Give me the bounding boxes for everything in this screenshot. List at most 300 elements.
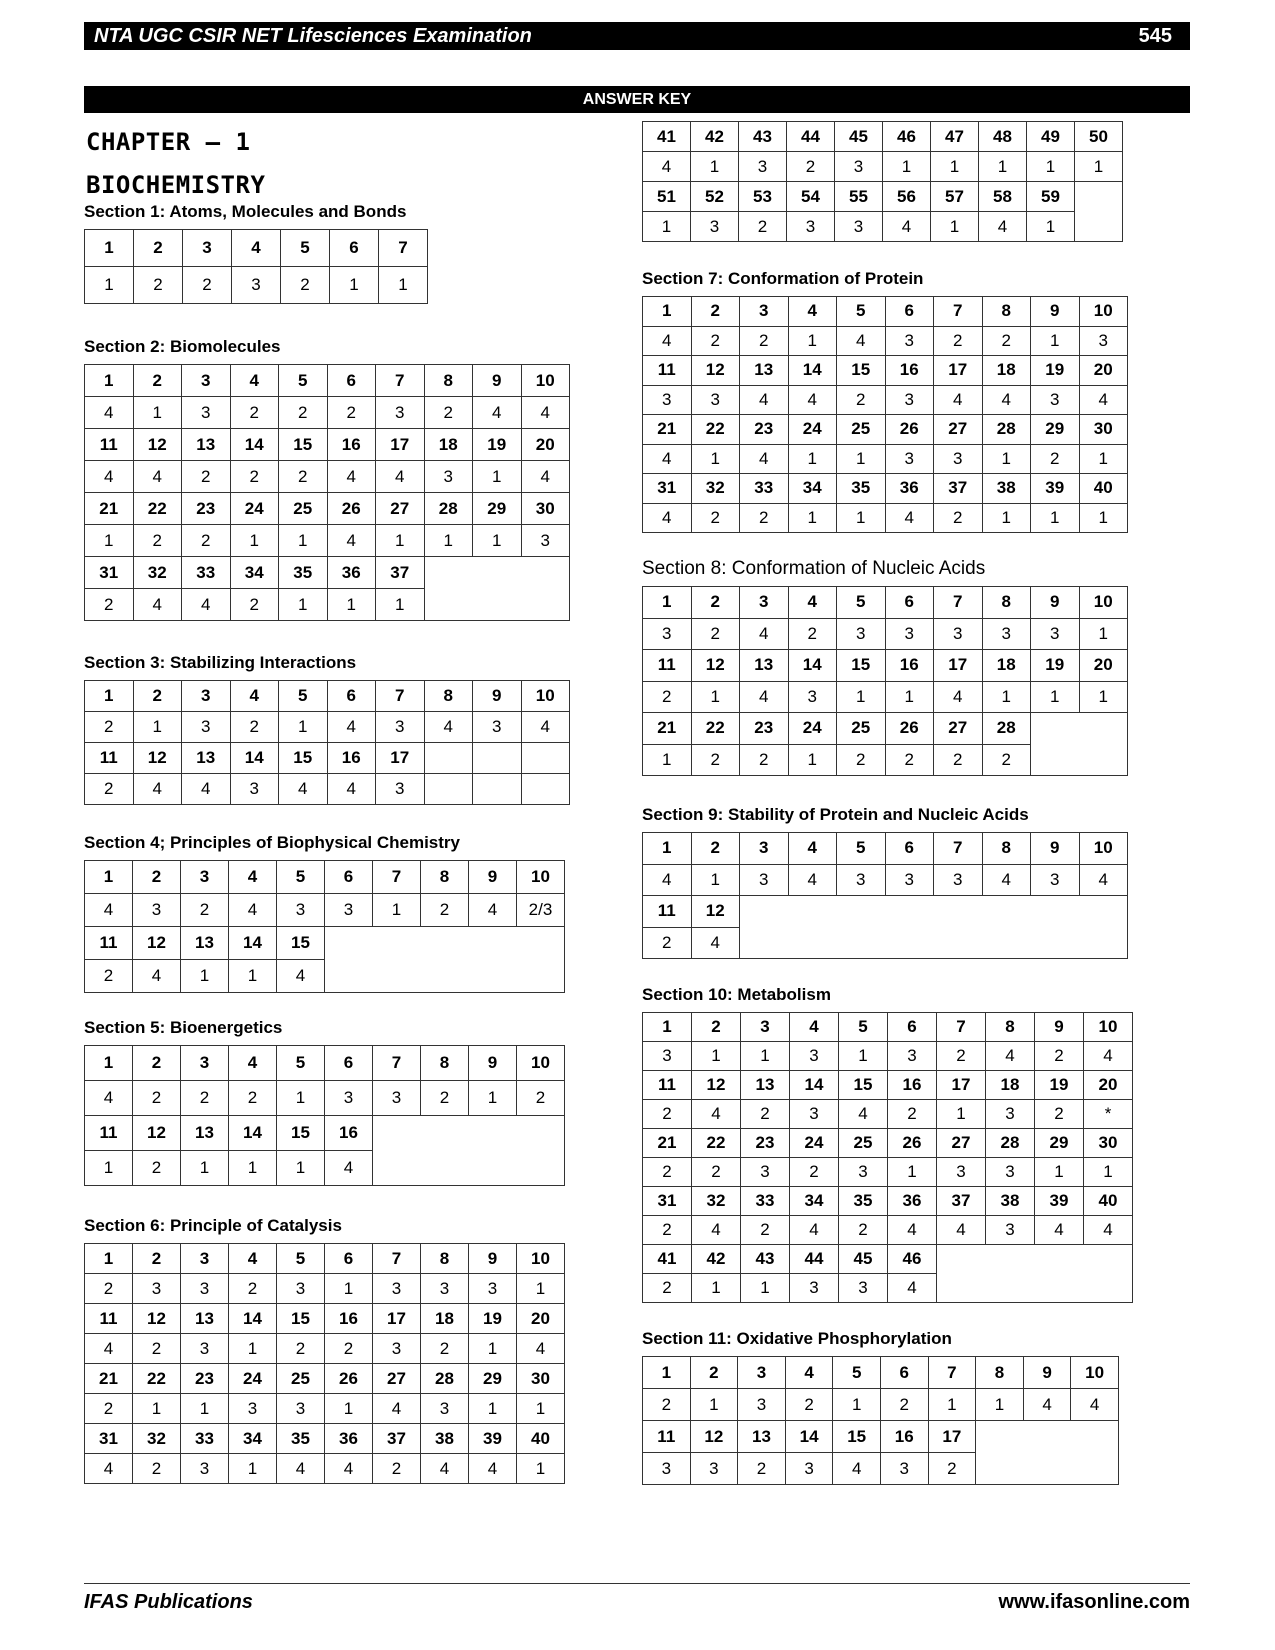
question-number-row: [85, 557, 570, 589]
answer-cell: 2: [277, 1334, 325, 1364]
answer-cell: 4: [277, 960, 325, 993]
answer-cell: 2: [739, 212, 787, 242]
question-number-cell: 48: [979, 122, 1027, 152]
footer-publisher: IFAS Publications: [84, 1591, 253, 1613]
question-number-cell: 27: [937, 1129, 986, 1158]
section-title: Section 2: Biomolecules: [84, 337, 281, 356]
question-number-cell: 3: [738, 1357, 786, 1389]
question-number-cell: 15: [837, 650, 886, 682]
question-number-cell: 10: [521, 365, 570, 397]
question-number-cell: 1: [85, 365, 134, 397]
question-number-cell: 22: [133, 493, 182, 525]
question-number-cell: 11: [643, 1421, 691, 1453]
answer-cell: 1: [833, 1389, 881, 1421]
answer-cell: 1: [931, 152, 979, 182]
question-number-cell: 4: [229, 861, 277, 894]
question-number-cell: 12: [691, 356, 740, 386]
answer-cell: 4: [691, 927, 740, 959]
answer-cell: 3: [790, 1274, 839, 1303]
question-number-row: [85, 493, 570, 525]
answer-row: [643, 1216, 1133, 1245]
question-number-cell: 43: [741, 1245, 790, 1274]
question-number-row: [85, 230, 428, 267]
question-number-row: [85, 1364, 565, 1394]
question-number-cell: 3: [740, 833, 789, 865]
answer-cell: 4: [1079, 864, 1128, 896]
answer-cell: 2: [181, 1081, 229, 1116]
answer-cell: 1: [931, 212, 979, 242]
answer-cell: 1: [279, 712, 328, 743]
answer-cell: 2: [691, 503, 740, 533]
answer-cell: 2: [279, 397, 328, 429]
question-number-row: [643, 474, 1128, 504]
answer-cell: 3: [133, 1274, 181, 1304]
answer-row: [643, 864, 1128, 896]
answer-cell: 3: [740, 864, 789, 896]
question-number-cell: 7: [937, 1013, 986, 1042]
question-number-cell: 25: [837, 713, 886, 745]
answer-row: [85, 1454, 565, 1484]
answer-cell: 1: [133, 712, 182, 743]
answer-cell: 4: [982, 385, 1031, 415]
answer-cell: 3: [839, 1274, 888, 1303]
answer-cell: 4: [133, 960, 181, 993]
answer-cell: 2: [741, 1216, 790, 1245]
answer-cell: 4: [424, 712, 473, 743]
answer-cell: 3: [373, 1081, 421, 1116]
question-number-cell: 2: [133, 1244, 181, 1274]
answer-cell: 1: [424, 525, 473, 557]
answer-key-banner: ANSWER KEY: [84, 86, 1190, 113]
question-number-cell: 38: [421, 1424, 469, 1454]
question-number-cell: 23: [740, 713, 789, 745]
question-number-cell: 9: [1031, 833, 1080, 865]
answer-cell: 3: [1031, 864, 1080, 896]
answer-cell: 4: [376, 461, 425, 493]
question-number-cell: 1: [85, 681, 134, 712]
question-number-cell: 44: [787, 122, 835, 152]
question-number-cell: 40: [1084, 1187, 1133, 1216]
answer-cell: 4: [888, 1216, 937, 1245]
answer-cell: 2: [788, 618, 837, 650]
question-number-row: [85, 1244, 565, 1274]
answer-cell: 2: [85, 960, 133, 993]
question-number-cell: 13: [181, 927, 229, 960]
answer-cell: 1: [325, 1274, 373, 1304]
answer-table: [642, 121, 1123, 242]
section-title: Section 7: Conformation of Protein: [642, 269, 924, 288]
answer-cell: *: [1084, 1100, 1133, 1129]
answer-cell: 1: [741, 1042, 790, 1071]
question-number-cell: 19: [1035, 1071, 1084, 1100]
answer-row: [643, 1389, 1119, 1421]
answer-cell: 3: [739, 152, 787, 182]
answer-cell: 1: [330, 267, 379, 304]
answer-cell: 4: [85, 1334, 133, 1364]
answer-cell: 4: [740, 618, 789, 650]
question-number-cell: 32: [692, 1187, 741, 1216]
question-number-cell: 12: [133, 743, 182, 774]
question-number-row: [643, 1357, 1119, 1389]
answer-cell: 3: [473, 712, 522, 743]
question-number-cell: 8: [986, 1013, 1035, 1042]
question-number-cell: 26: [888, 1129, 937, 1158]
answer-cell: 2: [885, 744, 934, 776]
question-number-cell: 9: [469, 1046, 517, 1081]
question-number-cell: 6: [325, 1046, 373, 1081]
question-number-cell: 39: [1031, 474, 1080, 504]
answer-cell: 2: [740, 503, 789, 533]
question-number-cell: 26: [885, 713, 934, 745]
answer-cell: 2: [85, 774, 134, 805]
answer-table: [642, 1356, 1119, 1485]
answer-cell: 2: [738, 1453, 786, 1485]
question-number-cell: 14: [790, 1071, 839, 1100]
answer-cell: 4: [692, 1100, 741, 1129]
question-number-cell: 10: [517, 1244, 565, 1274]
answer-cell: 2: [643, 1158, 692, 1187]
answer-cell: 2: [1031, 444, 1080, 474]
question-number-cell: 20: [1084, 1071, 1133, 1100]
answer-cell: 2: [325, 1334, 373, 1364]
question-number-cell: 21: [85, 493, 134, 525]
question-number-cell: 18: [982, 356, 1031, 386]
answer-cell: 4: [473, 397, 522, 429]
answer-cell: 1: [788, 444, 837, 474]
question-number-cell: 4: [790, 1013, 839, 1042]
answer-cell: 2: [740, 326, 789, 356]
question-number-cell: 55: [835, 182, 883, 212]
question-number-cell: 8: [424, 365, 473, 397]
answer-cell: 4: [182, 774, 231, 805]
question-number-cell: 30: [517, 1364, 565, 1394]
question-number-cell: 10: [1079, 833, 1128, 865]
question-number-cell: 28: [982, 415, 1031, 445]
question-number-cell: 45: [839, 1245, 888, 1274]
question-number-cell: 15: [277, 1116, 325, 1151]
answer-cell: 3: [181, 1274, 229, 1304]
question-number-cell: 14: [230, 429, 279, 461]
question-number-cell: 7: [934, 587, 983, 619]
question-number-cell: 20: [521, 429, 570, 461]
answer-cell: 1: [788, 503, 837, 533]
question-number-cell: 4: [229, 1244, 277, 1274]
answer-cell: 1: [469, 1081, 517, 1116]
question-number-cell: 1: [85, 230, 134, 267]
question-number-cell: 36: [888, 1187, 937, 1216]
question-number-cell: 23: [181, 1364, 229, 1394]
question-number-cell: 16: [880, 1421, 928, 1453]
answer-cell: 2: [182, 525, 231, 557]
question-number-cell: 28: [982, 713, 1031, 745]
answer-cell: 1: [473, 461, 522, 493]
answer-cell: 1: [1079, 681, 1128, 713]
answer-row: [643, 1042, 1133, 1071]
answer-cell: 4: [986, 1042, 1035, 1071]
answer-cell: 2: [85, 712, 134, 743]
question-number-cell: 32: [133, 1424, 181, 1454]
question-number-cell: 27: [376, 493, 425, 525]
answer-cell: 1: [643, 212, 691, 242]
question-number-cell: 26: [327, 493, 376, 525]
answer-row: [85, 1274, 565, 1304]
question-number-cell: 58: [979, 182, 1027, 212]
answer-cell: 2: [517, 1081, 565, 1116]
question-number-cell: 5: [277, 1046, 325, 1081]
empty-cell: [976, 1421, 1119, 1485]
answer-cell: 4: [325, 1454, 373, 1484]
question-number-cell: 7: [379, 230, 428, 267]
answer-cell: 1: [1031, 503, 1080, 533]
answer-row: [85, 267, 428, 304]
answer-cell: 1: [229, 1151, 277, 1186]
question-number-cell: [473, 743, 522, 774]
answer-row: [643, 326, 1128, 356]
answer-row: [85, 461, 570, 493]
answer-cell: 1: [788, 744, 837, 776]
question-number-cell: 32: [133, 557, 182, 589]
answer-cell: 1: [229, 1334, 277, 1364]
question-number-cell: 10: [517, 861, 565, 894]
question-number-cell: 5: [279, 681, 328, 712]
question-number-cell: 36: [325, 1424, 373, 1454]
question-number-cell: 12: [133, 927, 181, 960]
question-number-cell: 25: [839, 1129, 888, 1158]
answer-cell: 2: [133, 1151, 181, 1186]
question-number-cell: 34: [790, 1187, 839, 1216]
question-number-row: [85, 861, 565, 894]
answer-cell: 1: [979, 152, 1027, 182]
question-number-cell: 18: [982, 650, 1031, 682]
section-bioenergetics: [84, 1017, 565, 1186]
question-number-cell: 8: [421, 1046, 469, 1081]
question-number-cell: 11: [643, 356, 692, 386]
question-number-cell: 28: [421, 1364, 469, 1394]
header-title: NTA UGC CSIR NET Lifesciences Examination: [94, 25, 532, 47]
question-number-cell: 42: [691, 122, 739, 152]
question-number-cell: 22: [133, 1364, 181, 1394]
answer-cell: 1: [1079, 444, 1128, 474]
question-number-cell: 50: [1075, 122, 1123, 152]
answer-cell: 2: [133, 525, 182, 557]
question-number-cell: 26: [325, 1364, 373, 1394]
empty-cell: [937, 1245, 1133, 1303]
answer-cell: 3: [521, 525, 570, 557]
answer-cell: 2: [1035, 1042, 1084, 1071]
answer-cell: 3: [229, 1394, 277, 1424]
question-number-cell: 4: [229, 1046, 277, 1081]
answer-cell: 1: [837, 444, 886, 474]
answer-cell: 4: [421, 1454, 469, 1484]
question-number-cell: 59: [1027, 182, 1075, 212]
question-number-cell: 3: [181, 1244, 229, 1274]
answer-row: [643, 152, 1123, 182]
question-number-cell: 29: [469, 1364, 517, 1394]
question-number-cell: 2: [133, 365, 182, 397]
answer-cell: 2/3: [517, 894, 565, 927]
answer-cell: 2: [740, 744, 789, 776]
answer-cell: 3: [934, 618, 983, 650]
answer-cell: 3: [133, 894, 181, 927]
question-number-cell: 6: [885, 297, 934, 327]
answer-cell: 3: [982, 618, 1031, 650]
question-number-cell: 2: [133, 861, 181, 894]
answer-row: [643, 1100, 1133, 1129]
answer-cell: 3: [785, 1453, 833, 1485]
question-number-cell: 4: [232, 230, 281, 267]
question-number-cell: 33: [181, 1424, 229, 1454]
question-number-cell: 30: [1079, 415, 1128, 445]
question-number-cell: 20: [517, 1304, 565, 1334]
question-number-cell: 4: [230, 365, 279, 397]
answer-cell: 4: [740, 444, 789, 474]
answer-cell: 2: [692, 1158, 741, 1187]
question-number-cell: 1: [643, 1357, 691, 1389]
answer-cell: 1: [691, 152, 739, 182]
answer-cell: 1: [279, 589, 328, 621]
question-number-cell: 21: [643, 415, 692, 445]
question-number-cell: 16: [888, 1071, 937, 1100]
answer-table: [642, 296, 1128, 533]
question-number-cell: 53: [739, 182, 787, 212]
answer-cell: 3: [181, 1334, 229, 1364]
answer-cell: 3: [376, 397, 425, 429]
question-number-cell: 4: [788, 833, 837, 865]
question-number-cell: 17: [376, 429, 425, 461]
question-number-row: [643, 896, 1128, 928]
question-number-cell: 24: [788, 415, 837, 445]
section-stabilizing-interactions: [84, 652, 570, 805]
answer-cell: 2: [785, 1389, 833, 1421]
section-principle-of-catalysis: [84, 1215, 565, 1484]
question-number-cell: 7: [934, 833, 983, 865]
question-number-cell: [521, 743, 570, 774]
question-number-cell: 17: [937, 1071, 986, 1100]
answer-row: [643, 385, 1128, 415]
answer-cell: 1: [133, 1394, 181, 1424]
question-number-cell: 13: [181, 1116, 229, 1151]
question-number-row: [643, 1245, 1133, 1274]
answer-cell: 3: [325, 1081, 373, 1116]
answer-row: [85, 1334, 565, 1364]
answer-cell: 2: [85, 589, 134, 621]
question-number-cell: 3: [741, 1013, 790, 1042]
question-number-row: [85, 743, 570, 774]
answer-cell: 1: [692, 1274, 741, 1303]
answer-table: [642, 832, 1128, 959]
answer-cell: 2: [790, 1158, 839, 1187]
question-number-cell: 4: [785, 1357, 833, 1389]
answer-cell: 2: [133, 1334, 181, 1364]
question-number-cell: 45: [835, 122, 883, 152]
answer-cell: 1: [85, 267, 134, 304]
question-number-cell: 6: [330, 230, 379, 267]
question-number-cell: 17: [376, 743, 425, 774]
answer-cell: 3: [277, 894, 325, 927]
answer-cell: 1: [1079, 618, 1128, 650]
answer-cell: 1: [327, 589, 376, 621]
question-number-cell: 13: [740, 356, 789, 386]
question-number-cell: 23: [740, 415, 789, 445]
footer-divider: [84, 1583, 1190, 1584]
question-number-cell: 9: [469, 861, 517, 894]
question-number-cell: 14: [229, 1304, 277, 1334]
question-number-cell: 35: [279, 557, 328, 589]
question-number-row: [85, 1116, 565, 1151]
answer-cell: 3: [424, 461, 473, 493]
question-number-cell: 22: [691, 713, 740, 745]
question-number-cell: 3: [183, 230, 232, 267]
answer-row: [643, 1158, 1133, 1187]
question-number-cell: 5: [281, 230, 330, 267]
question-number-row: [643, 122, 1123, 152]
answer-cell: 2: [85, 1274, 133, 1304]
answer-cell: 4: [133, 774, 182, 805]
question-number-cell: 2: [691, 587, 740, 619]
answer-row: [643, 444, 1128, 474]
answer-cell: 1: [1031, 681, 1080, 713]
question-number-cell: 24: [230, 493, 279, 525]
question-number-cell: 37: [373, 1424, 421, 1454]
answer-cell: 4: [279, 774, 328, 805]
question-number-cell: 35: [277, 1424, 325, 1454]
question-number-cell: 29: [1035, 1129, 1084, 1158]
section-title: Section 11: Oxidative Phosphorylation: [642, 1329, 952, 1348]
answer-cell: 3: [421, 1394, 469, 1424]
answer-cell: 2: [934, 326, 983, 356]
question-number-cell: 1: [643, 587, 692, 619]
question-number-cell: 2: [692, 1013, 741, 1042]
answer-cell: 4: [277, 1454, 325, 1484]
question-number-cell: 2: [690, 1357, 738, 1389]
question-number-cell: 35: [837, 474, 886, 504]
footer-website: www.ifasonline.com: [998, 1591, 1190, 1613]
answer-row: [643, 503, 1128, 533]
question-number-cell: 26: [885, 415, 934, 445]
answer-cell: 1: [691, 681, 740, 713]
answer-cell: 3: [373, 1274, 421, 1304]
question-number-cell: 11: [643, 1071, 692, 1100]
question-number-cell: 5: [833, 1357, 881, 1389]
answer-cell: 4: [521, 712, 570, 743]
question-number-cell: 13: [738, 1421, 786, 1453]
answer-cell: 2: [230, 712, 279, 743]
question-number-cell: 13: [741, 1071, 790, 1100]
answer-cell: 1: [643, 744, 692, 776]
question-number-cell: 11: [85, 1116, 133, 1151]
answer-cell: 2: [934, 744, 983, 776]
question-number-cell: 15: [279, 743, 328, 774]
answer-cell: 1: [885, 681, 934, 713]
answer-cell: 4: [229, 894, 277, 927]
answer-table: [84, 1243, 565, 1484]
answer-cell: 1: [837, 681, 886, 713]
answer-cell: 4: [740, 681, 789, 713]
answer-cell: 1: [181, 960, 229, 993]
answer-cell: 1: [517, 1454, 565, 1484]
answer-cell: 3: [325, 894, 373, 927]
answer-row: [85, 894, 565, 927]
question-number-cell: 5: [837, 833, 886, 865]
question-number-cell: 5: [837, 587, 886, 619]
answer-row: [85, 1081, 565, 1116]
answer-cell: 1: [788, 326, 837, 356]
answer-cell: 4: [643, 864, 692, 896]
answer-cell: 3: [376, 774, 425, 805]
answer-cell: 1: [473, 525, 522, 557]
answer-cell: 4: [133, 589, 182, 621]
question-number-cell: 1: [85, 1244, 133, 1274]
